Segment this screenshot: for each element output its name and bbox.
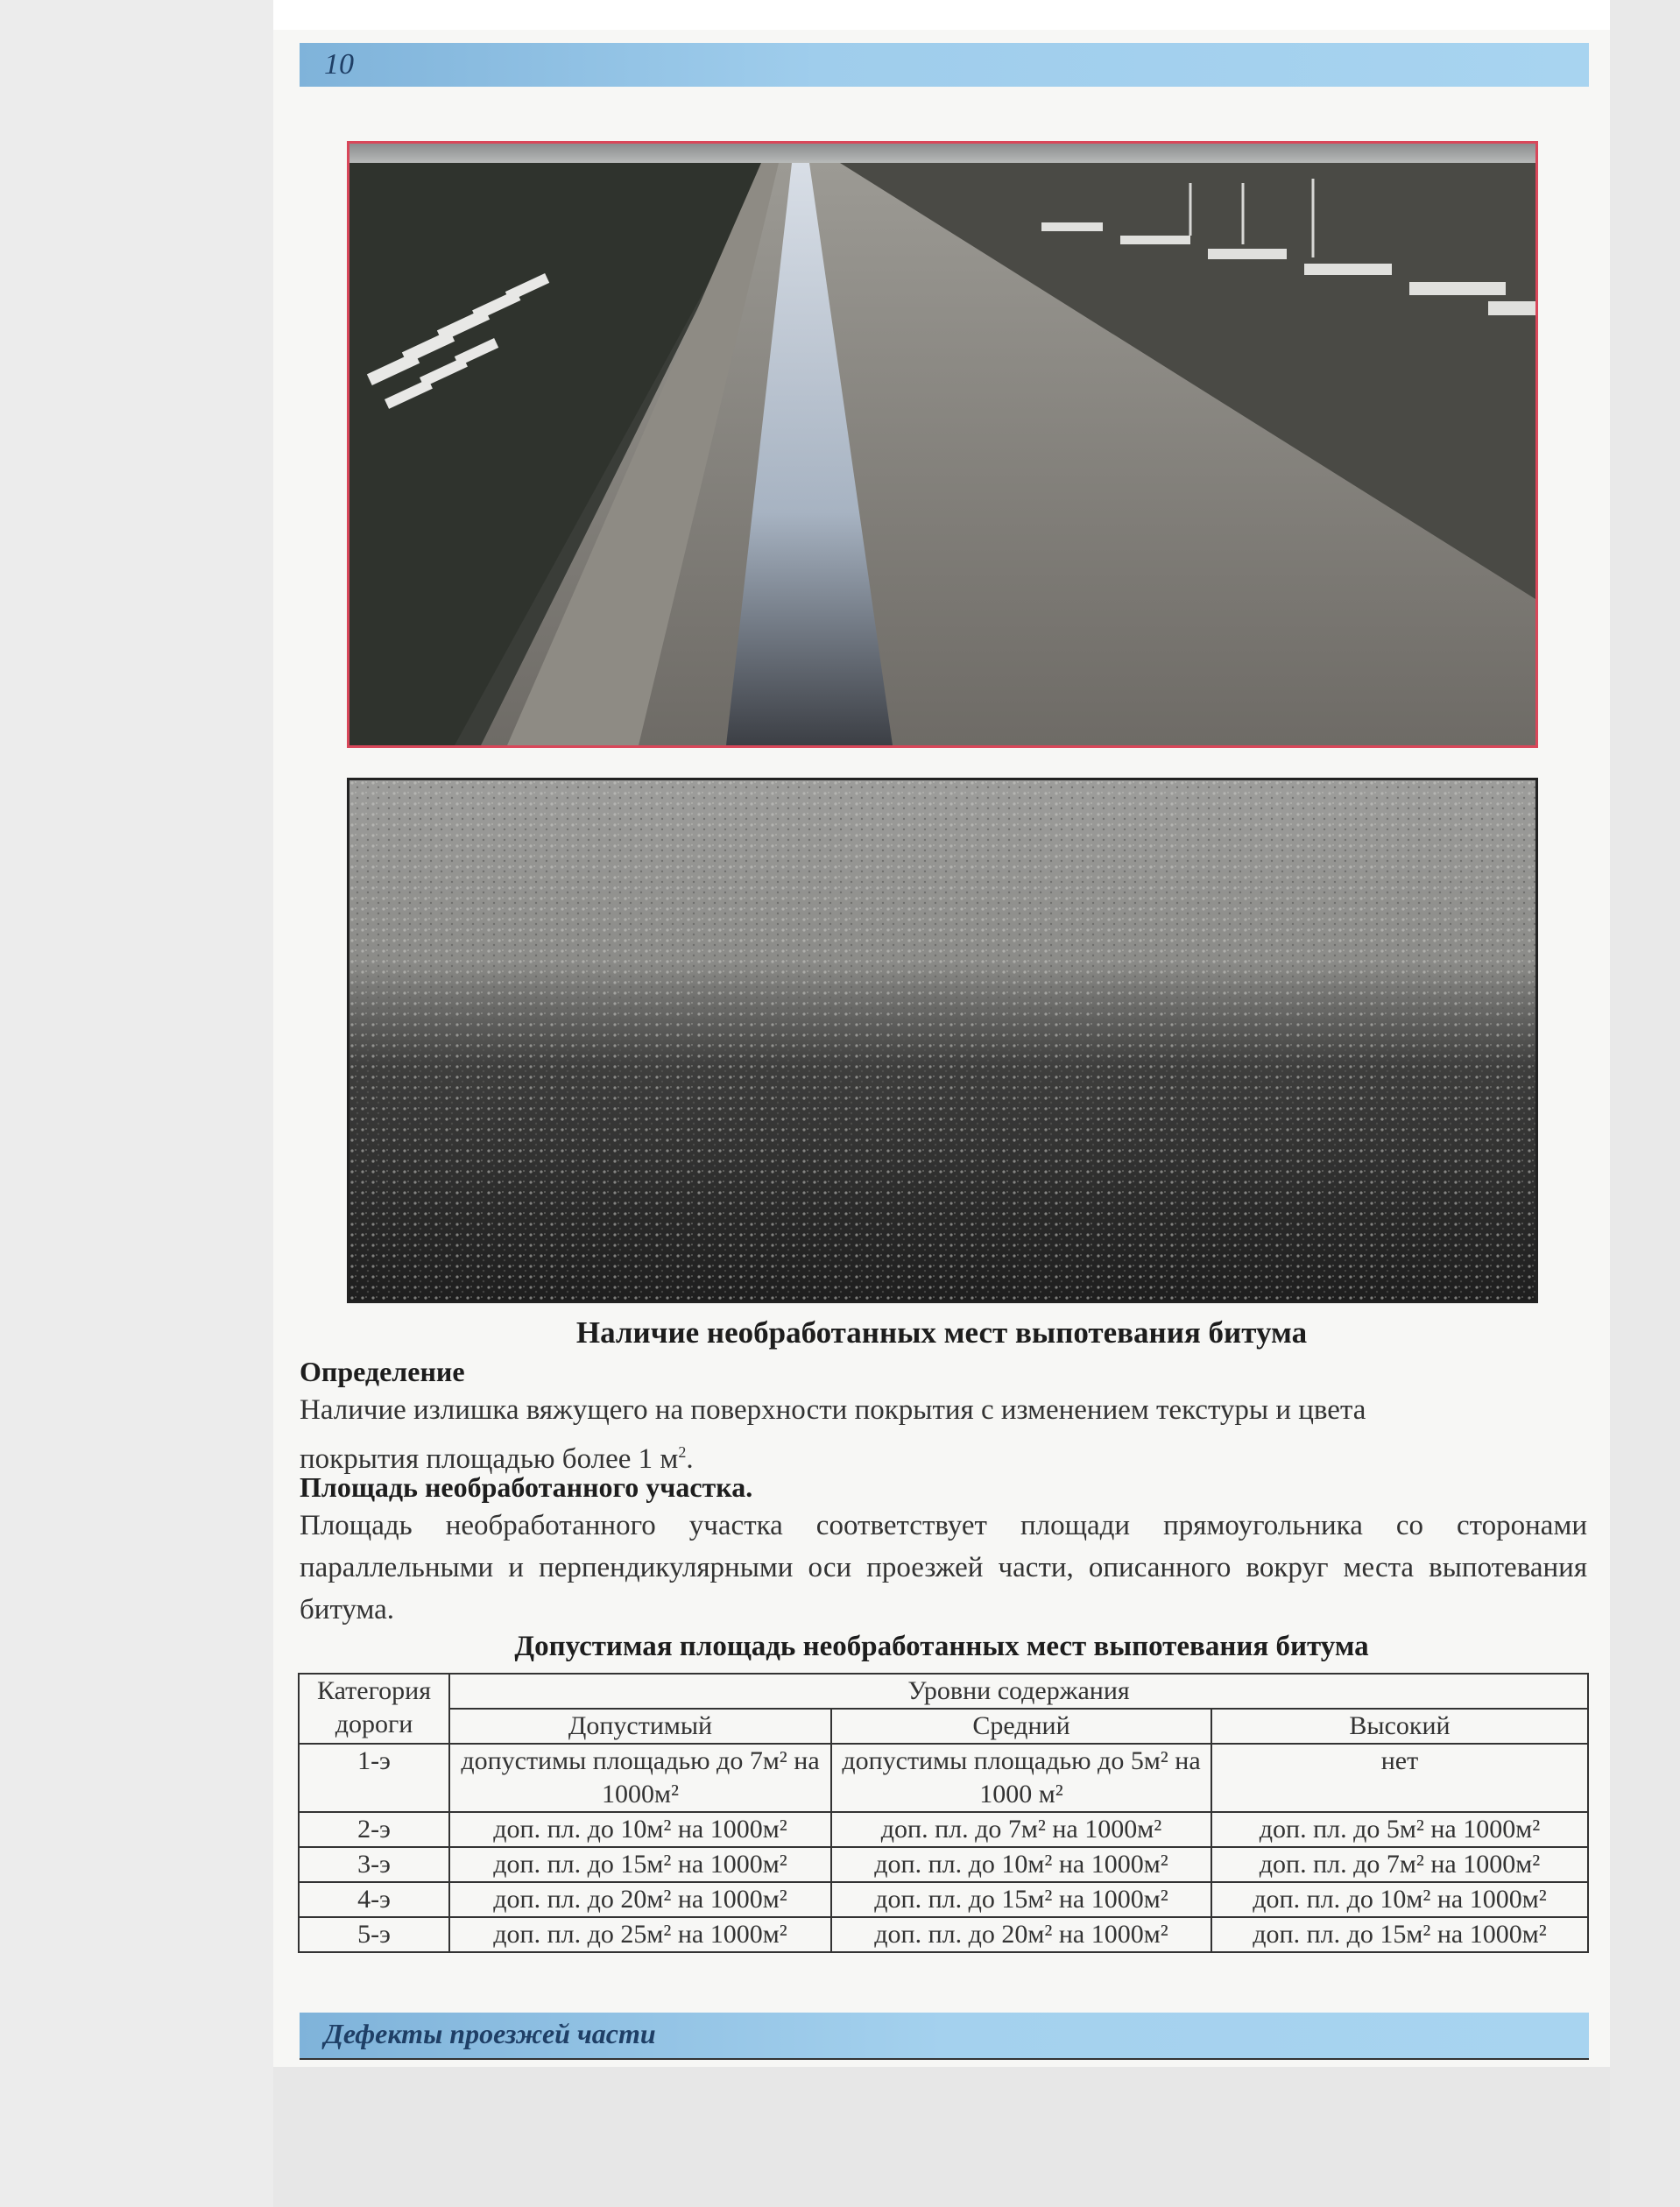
table-cell: нет xyxy=(1211,1744,1588,1812)
header-bar xyxy=(300,43,1589,87)
table-cell: доп. пл. до 7м² на 1000м² xyxy=(831,1812,1211,1847)
table-cell: допустимы площадью до 5м² на 1000 м² xyxy=(831,1744,1211,1812)
row-category: 5-э xyxy=(299,1917,449,1952)
column-header-high: Высокий xyxy=(1211,1709,1588,1744)
scan-margin-left xyxy=(0,0,273,2207)
levels-header: Уровни содержания xyxy=(449,1674,1588,1709)
footer-bar xyxy=(300,2013,1589,2060)
footer-section-title: Дефекты проезжей части xyxy=(324,2018,656,2049)
table-row xyxy=(299,1812,1588,1847)
table-cell: доп. пл. до 20м² на 1000м² xyxy=(449,1882,831,1917)
table-cell: доп. пл. до 15м² на 1000м² xyxy=(449,1847,831,1882)
category-header xyxy=(299,1674,449,1744)
row-category: 1-э xyxy=(299,1744,449,1812)
table-cell: доп. пл. до 15м² на 1000м² xyxy=(1211,1917,1588,1952)
levels-table xyxy=(298,1673,1589,1953)
table-row xyxy=(299,1917,1588,1952)
definition-line-2: покрытия площадью более 1 м xyxy=(300,1443,679,1475)
column-header-acceptable: Допустимый xyxy=(449,1709,831,1744)
table-subheader-row xyxy=(299,1709,1588,1744)
section-title: Наличие необработанных мест выпотевания битума xyxy=(575,1315,1308,1350)
table-row xyxy=(299,1847,1588,1882)
definition-line-1: Наличие излишка вяжущего на поверхности покрытия с изменением текстуры и цвета xyxy=(300,1394,1366,1426)
page-number: 10 xyxy=(324,48,354,81)
table-cell: доп. пл. до 20м² на 1000м² xyxy=(831,1917,1211,1952)
table-cell: допустимы площадью до 7м² на 1000м² xyxy=(449,1744,831,1812)
table-row xyxy=(299,1744,1588,1812)
definition-heading: Определение xyxy=(300,1356,465,1387)
table-cell: доп. пл. до 10м² на 1000м² xyxy=(1211,1882,1588,1917)
road-photo xyxy=(347,141,1538,748)
table-cell: доп. пл. до 7м² на 1000м² xyxy=(1211,1847,1588,1882)
category-header-line-1: Категория xyxy=(317,1676,431,1705)
column-header-medium: Средний xyxy=(831,1709,1211,1744)
definition-text xyxy=(300,1389,1587,1480)
definition-superscript: 2 xyxy=(678,1443,687,1461)
table-cell: доп. пл. до 10м² на 1000м² xyxy=(831,1847,1211,1882)
table-cell: доп. пл. до 15м² на 1000м² xyxy=(831,1882,1211,1917)
document-page xyxy=(273,30,1610,2067)
row-category: 2-э xyxy=(299,1812,449,1847)
definition-end: . xyxy=(686,1443,694,1475)
asphalt-texture-photo xyxy=(347,778,1538,1303)
scan-margin-bottom xyxy=(273,2067,1610,2207)
row-category: 4-э xyxy=(299,1882,449,1917)
table-row xyxy=(299,1882,1588,1917)
area-text: Площадь необработанного участка соответствует площади прямоугольника со сторонами параллельными и перпендикулярными оси проезжей части, описанного вокруг места выпотевания битума. xyxy=(300,1510,1587,1625)
category-header-line-2: дороги xyxy=(335,1710,413,1738)
scan-margin-right xyxy=(1610,0,1680,2207)
table-cell: доп. пл. до 10м² на 1000м² xyxy=(449,1812,831,1847)
row-category: 3-э xyxy=(299,1847,449,1882)
table-cell: доп. пл. до 5м² на 1000м² xyxy=(1211,1812,1588,1847)
table-cell: доп. пл. до 25м² на 1000м² xyxy=(449,1917,831,1952)
table-header-row xyxy=(299,1674,1588,1709)
area-heading: Площадь необработанного участка. xyxy=(300,1471,753,1503)
table-title: Допустимая площадь необработанных мест выпотевания битума xyxy=(514,1631,1369,1662)
